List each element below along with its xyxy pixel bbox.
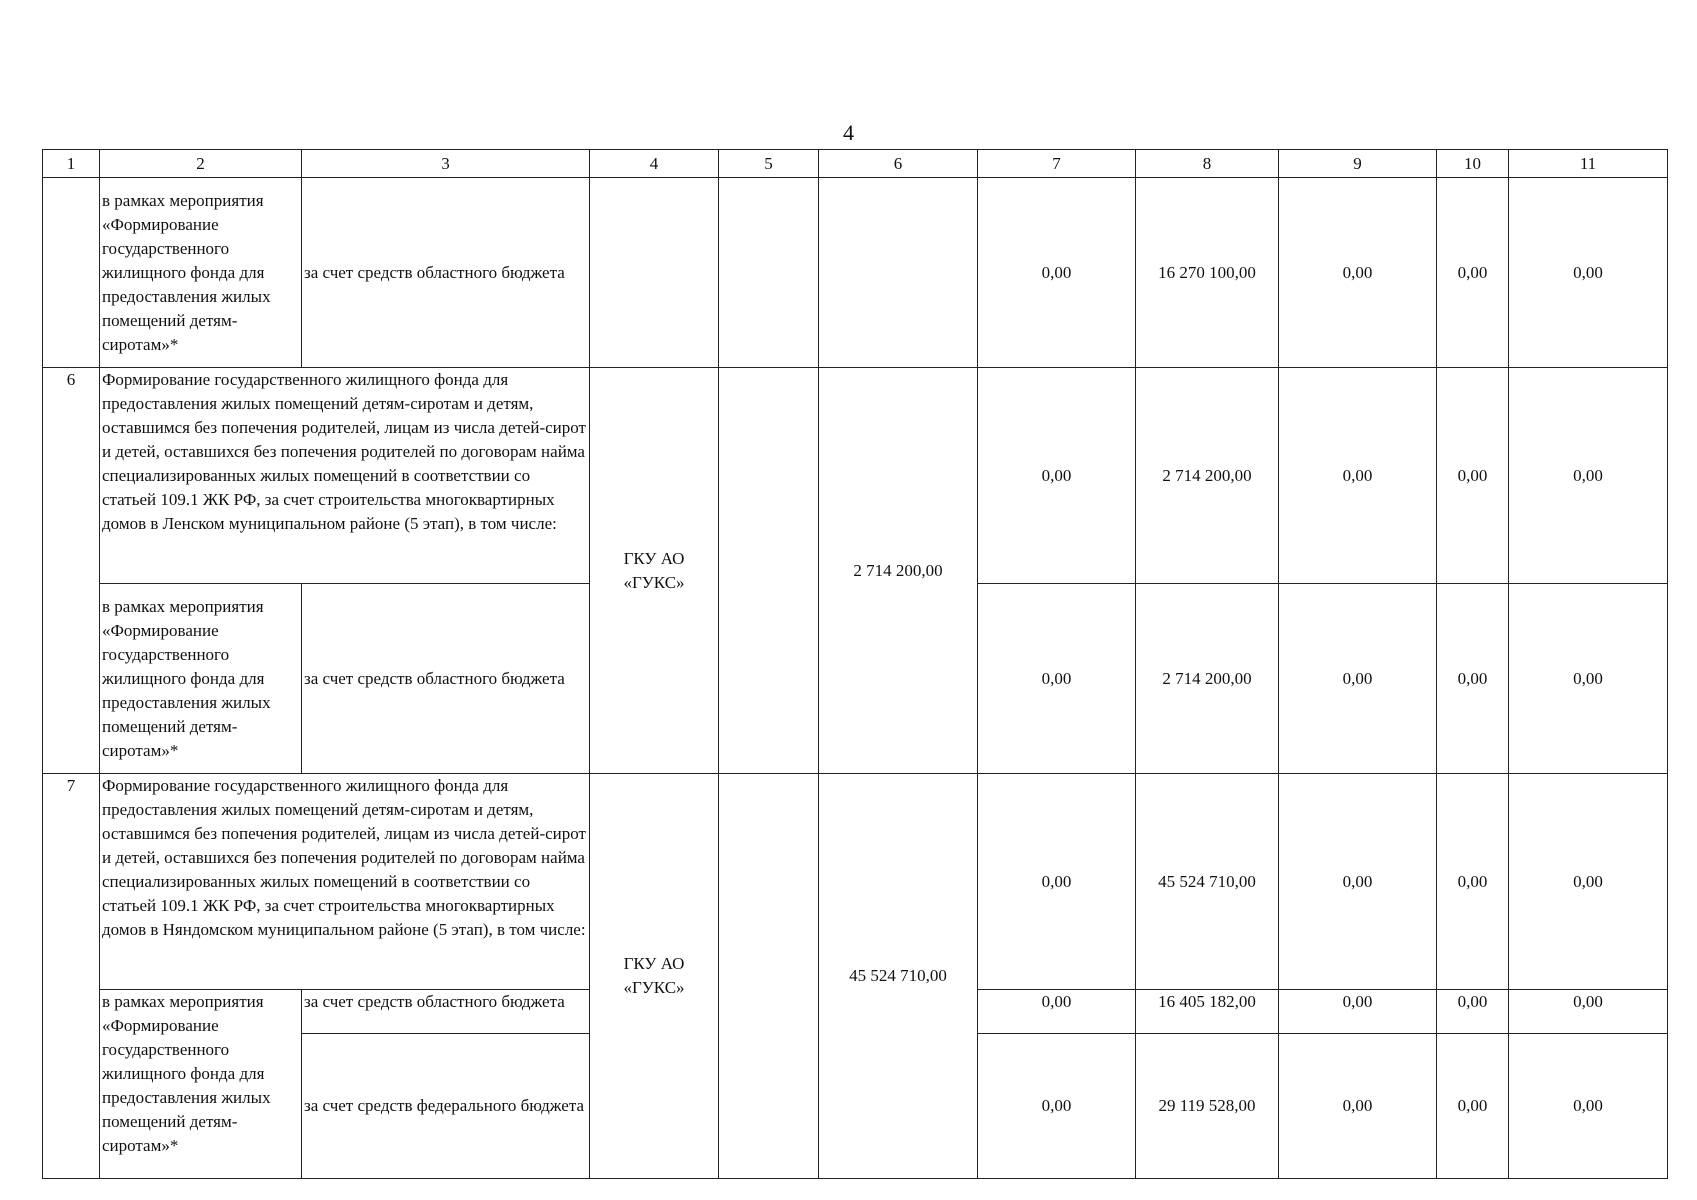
col-header-5: 5 [719, 150, 819, 178]
sub-activity-name: в рамках мероприятия «Формирование государственного жилищного фонда для предоставления жилых помещений детям-сиротам»* [100, 584, 302, 774]
col-header-10: 10 [1437, 150, 1509, 178]
page-number: 4 [843, 120, 854, 145]
value-col-11: 0,00 [1509, 1034, 1668, 1179]
total-cell [819, 178, 978, 368]
total-amount: 2 714 200,00 [819, 368, 978, 774]
empty-cell [719, 178, 819, 368]
value-col-9: 0,00 [1279, 990, 1437, 1034]
value-col-7: 0,00 [978, 1034, 1136, 1179]
value-col-10: 0,00 [1437, 1034, 1509, 1179]
row-number: 7 [43, 774, 100, 1179]
value-col-10: 0,00 [1437, 178, 1509, 368]
activity-name: Формирование государственного жилищного фонда для предоставления жилых помещений детям-сиротам и детям, оставшимся без попечения родителей, лицам из числа детей-сирот и детей, оставшихся без попечения родителей по договорам найма специализированных жилых помещений в соответствии со статьей 109.1 ЖК РФ, за счет строительства многоквартирных домов в Ленском муниципальном районе (5 этап), в том числе: [100, 368, 590, 584]
sub-activity-name: в рамках мероприятия «Формирование государственного жилищного фонда для предоставления жилых помещений детям-сиротам»* [100, 178, 302, 368]
funding-source: за счет средств областного бюджета [302, 584, 590, 774]
value-col-10: 0,00 [1437, 990, 1509, 1034]
value-col-8: 2 714 200,00 [1136, 368, 1279, 584]
row-number-cell [43, 178, 100, 368]
value-col-9: 0,00 [1279, 774, 1437, 990]
value-col-7: 0,00 [978, 178, 1136, 368]
value-col-11: 0,00 [1509, 178, 1668, 368]
row-number: 6 [43, 368, 100, 774]
value-col-9: 0,00 [1279, 584, 1437, 774]
activity-name: Формирование государственного жилищного фонда для предоставления жилых помещений детям-сиротам и детям, оставшимся без попечения родителей, лицам из числа детей-сирот и детей, оставшихся без попечения родителей по договорам найма специализированных жилых помещений в соответствии со статьей 109.1 ЖК РФ, за счет строительства многоквартирных домов в Няндомском муниципальном районе (5 этап), в том числе: [100, 774, 590, 990]
value-col-8: 16 405 182,00 [1136, 990, 1279, 1034]
col-header-11: 11 [1509, 150, 1668, 178]
empty-cell [719, 368, 819, 774]
value-col-8: 29 119 528,00 [1136, 1034, 1279, 1179]
value-col-8: 45 524 710,00 [1136, 774, 1279, 990]
col-header-4: 4 [590, 150, 719, 178]
value-col-11: 0,00 [1509, 990, 1668, 1034]
value-col-8: 16 270 100,00 [1136, 178, 1279, 368]
responsible-cell [590, 178, 719, 368]
table-row [43, 774, 1668, 990]
value-col-11: 0,00 [1509, 774, 1668, 990]
program-table [42, 149, 1668, 1179]
value-col-10: 0,00 [1437, 368, 1509, 584]
value-col-9: 0,00 [1279, 368, 1437, 584]
responsible-org: ГКУ АО «ГУКС» [590, 774, 719, 1179]
value-col-7: 0,00 [978, 990, 1136, 1034]
total-amount: 45 524 710,00 [819, 774, 978, 1179]
col-header-3: 3 [302, 150, 590, 178]
table-row [43, 178, 1668, 368]
value-col-11: 0,00 [1509, 368, 1668, 584]
value-col-8: 2 714 200,00 [1136, 584, 1279, 774]
value-col-10: 0,00 [1437, 774, 1509, 990]
table-row [43, 368, 1668, 584]
col-header-2: 2 [100, 150, 302, 178]
value-col-10: 0,00 [1437, 584, 1509, 774]
col-header-8: 8 [1136, 150, 1279, 178]
col-header-7: 7 [978, 150, 1136, 178]
funding-source: за счет средств областного бюджета [302, 178, 590, 368]
value-col-7: 0,00 [978, 368, 1136, 584]
empty-cell [719, 774, 819, 1179]
value-col-11: 0,00 [1509, 584, 1668, 774]
col-header-9: 9 [1279, 150, 1437, 178]
funding-source: за счет средств федерального бюджета [302, 1034, 590, 1179]
value-col-9: 0,00 [1279, 178, 1437, 368]
column-number-row [43, 150, 1668, 178]
value-col-7: 0,00 [978, 584, 1136, 774]
sub-activity-name: в рамках мероприятия «Формирование государственного жилищного фонда для предоставления жилых помещений детям-сиротам»* [100, 990, 302, 1179]
col-header-6: 6 [819, 150, 978, 178]
value-col-7: 0,00 [978, 774, 1136, 990]
col-header-1: 1 [43, 150, 100, 178]
responsible-org: ГКУ АО «ГУКС» [590, 368, 719, 774]
funding-source: за счет средств областного бюджета [302, 990, 590, 1034]
value-col-9: 0,00 [1279, 1034, 1437, 1179]
